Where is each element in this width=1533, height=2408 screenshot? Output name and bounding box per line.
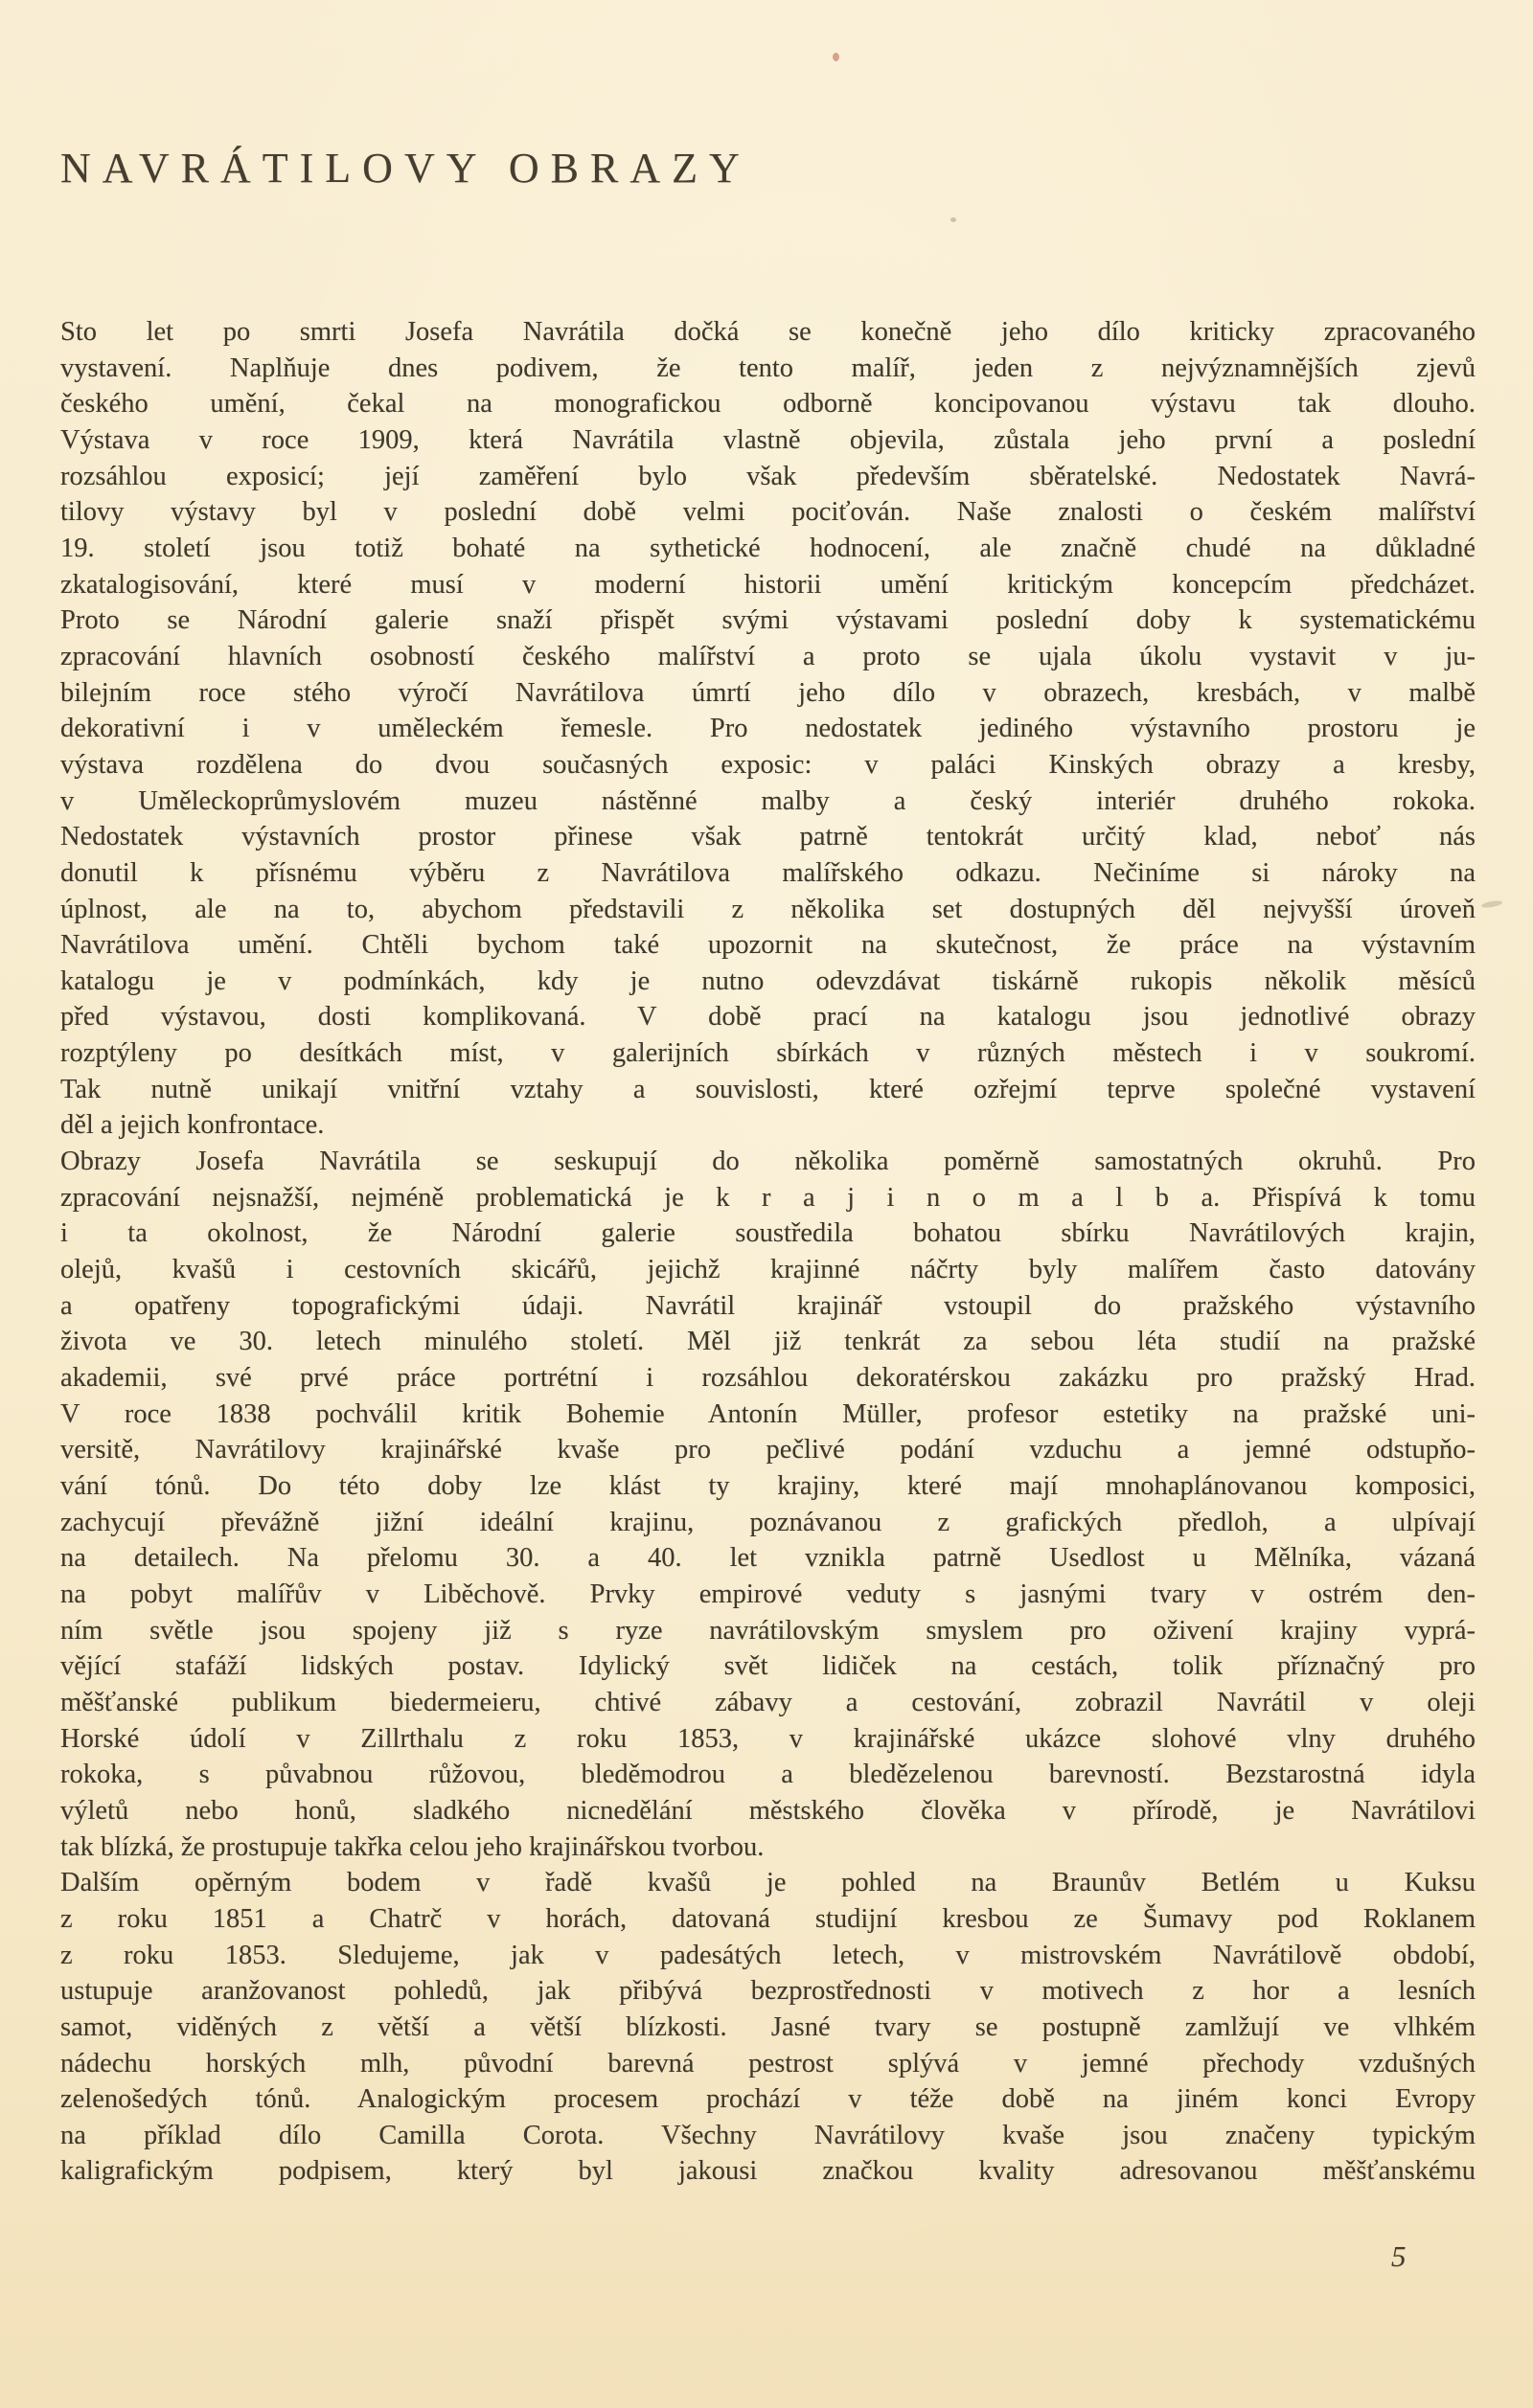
text-line: Proto se Národní galerie snaží přispět svými výstavami poslední doby k systematickému	[60, 605, 1476, 636]
body-text	[60, 314, 1476, 2190]
text-line: vějící stafáží lidských postav. Idylický svět lidiček na cestách, tolik příznačný pro	[60, 1651, 1476, 1682]
text-line: českého umění, čekal na monografickou odborně koncipovanou výstavu tak dlouho.	[60, 389, 1476, 420]
text-line: olejů, kvašů i cestovních skicářů, jejichž krajinné náčrty byly malířem často datovány	[60, 1255, 1476, 1285]
text-line: úplnost, ale na to, abychom představili z několika set dostupných děl nejvyšší úroveň	[60, 894, 1476, 924]
text-line: nádechu horských mlh, původní barevná pestrost splývá v jemné přechody vzdušných	[60, 2048, 1476, 2079]
text-line: zpracování nejsnažší, nejméně problematická je k r a j i n o m a l b a. Přispívá k tomu	[60, 1182, 1476, 1213]
text-line: katalogu je v podmínkách, kdy je nutno odevzdávat tiskárně rukopis několik měsíců	[60, 965, 1476, 996]
text-line: před výstavou, dosti komplikovaná. V době prací na katalogu jsou jednotlivé obrazy	[60, 1002, 1476, 1033]
text-line: bilejním roce stého výročí Navrátilova úmrtí jeho dílo v obrazech, kresbách, v malbě	[60, 677, 1476, 708]
text-line: zkatalogisování, které musí v moderní historii umění kritickým koncepcím předcházet.	[60, 569, 1476, 600]
text-line: Sto let po smrti Josefa Navrátila dočká se konečně jeho dílo kriticky zpracovaného	[60, 317, 1476, 347]
text-line: ním světle jsou spojeny již s ryze navrátilovským smyslem pro oživení krajiny vyprá-	[60, 1615, 1476, 1646]
text-line: rozsáhlou exposicí; její zaměření bylo však především sběratelské. Nedostatek Navrá-	[60, 461, 1476, 491]
text-line: na detailech. Na přelomu 30. a 40. let vznikla patrně Usedlost u Mělníka, vázaná	[60, 1543, 1476, 1574]
text-line: zelenošedých tónů. Analogickým procesem prochází v téže době na jiném konci Evropy	[60, 2084, 1476, 2115]
text-line: ustupuje aranžovanost pohledů, jak přibývá bezprostřednosti v motivech z hor a lesních	[60, 1976, 1476, 2007]
text-line: Horské údolí v Zillrthalu z roku 1853, v krajinářské ukázce slohové vlny druhého	[60, 1723, 1476, 1754]
text-line: versitě, Navrátilovy krajinářské kvaše pro pečlivé podání vzduchu a jemné odstupňo-	[60, 1435, 1476, 1465]
text-line: Obrazy Josefa Navrátila se seskupují do několika poměrně samostatných okruhů. Pro	[60, 1147, 1476, 1177]
text-line: i ta okolnost, že Národní galerie soustředila bohatou sbírku Navrátilových krajin,	[60, 1218, 1476, 1249]
paper-smudge	[1481, 899, 1503, 909]
text-line: z roku 1851 a Chatrč v horách, datovaná studijní kresbou ze Šumavy pod Roklanem	[60, 1903, 1476, 1934]
paper-dot	[950, 217, 956, 222]
text-line: 19. století jsou totiž bohaté na sythetické hodnocení, ale značně chudé na důkladné	[60, 533, 1476, 563]
text-line: zachycují převážně jižní ideální krajinu, poznávanou z grafických předloh, a ulpívají	[60, 1507, 1476, 1537]
text-line: Navrátilova umění. Chtěli bychom také upozornit na skutečnost, že práce na výstavním	[60, 930, 1476, 961]
text-line: V roce 1838 pochválil kritik Bohemie Antonín Müller, profesor estetiky na pražské uni-	[60, 1398, 1476, 1429]
text-line: kaligrafickým podpisem, který byl jakousi značkou kvality adresovanou měšťanskému	[60, 2156, 1476, 2187]
text-line: Dalším opěrným bodem v řadě kvašů je pohled na Braunův Betlém u Kuksu	[60, 1868, 1476, 1898]
text-line: vystavení. Naplňuje dnes podivem, že tento malíř, jeden z nejvýznamnějších zjevů	[60, 352, 1476, 383]
text-line: donutil k přísnému výběru z Navrátilova malířského odkazu. Nečiníme si nároky na	[60, 857, 1476, 888]
text-line: zpracování hlavních osobností českého malířství a proto se ujala úkolu vystavit v ju-	[60, 641, 1476, 671]
text-line: z roku 1853. Sledujeme, jak v padesátých letech, v mistrovském Navrátilově období,	[60, 1940, 1476, 1970]
text-line: na pobyt malířův v Liběchově. Prvky empirové veduty s jasnými tvary v ostrém den-	[60, 1579, 1476, 1609]
text-line: na příklad dílo Camilla Corota. Všechny Navrátilovy kvaše jsou značeny typickým	[60, 2120, 1476, 2150]
text-line: a opatřeny topografickými údaji. Navrátil krajinář vstoupil do pražského výstavního	[60, 1290, 1476, 1321]
paper-speck	[833, 53, 839, 61]
text-line: Nedostatek výstavních prostor přinese však patrně tentokrát určitý klad, neboť nás	[60, 822, 1476, 852]
text-line: akademii, své prvé práce portrétní i rozsáhlou dekoratérskou zakázku pro pražský Hrad.	[60, 1363, 1476, 1394]
text-line: života ve 30. letech minulého století. Měl již tenkrát za sebou léta studií na pražské	[60, 1327, 1476, 1357]
text-line: Výstava v roce 1909, která Navrátila vlastně objevila, zůstala jeho první a poslední	[60, 424, 1476, 455]
text-line: rozptýleny po desítkách míst, v galerijních sbírkách v různých městech i v soukromí.	[60, 1038, 1476, 1069]
text-line: rokoka, s půvabnou růžovou, bleděmodrou a bledězelenou barevností. Bezstarostná idyla	[60, 1760, 1476, 1790]
page-number: 5	[1391, 2239, 1407, 2273]
text-line: děl a jejich konfrontace.	[60, 1110, 325, 1141]
text-line: samot, viděných z větší a větší blízkosti. Jasné tvary se postupně zamlžují ve vlhkém	[60, 2011, 1476, 2042]
text-line: Tak nutně unikají vnitřní vztahy a souvislosti, které ozřejmí teprve společné vystavení	[60, 1074, 1476, 1104]
text-line: v Uměleckoprůmyslovém muzeu nástěnné malby a český interiér druhého rokoka.	[60, 785, 1476, 816]
text-line: měšťanské publikum biedermeieru, chtivé zábavy a cestování, zobrazil Navrátil v oleji	[60, 1687, 1476, 1717]
text-line: tilovy výstavy byl v poslední době velmi pociťován. Naše znalosti o českém malířství	[60, 497, 1476, 528]
text-line: dekorativní i v uměleckém řemesle. Pro nedostatek jediného výstavního prostoru je	[60, 714, 1476, 744]
text-line: výstava rozdělena do dvou současných exposic: v paláci Kinských obrazy a kresby,	[60, 749, 1476, 780]
text-line: vání tónů. Do této doby lze klást ty krajiny, které mají mnohaplánovanou komposici,	[60, 1471, 1476, 1501]
page-title: NAVRÁTILOVY OBRAZY	[60, 145, 751, 192]
text-line: výletů nebo honů, sladkého nicnedělání městského člověka v přírodě, je Navrátilovi	[60, 1795, 1476, 1826]
text-line: tak blízká, že prostupuje takřka celou jeho krajinářskou tvorbou.	[60, 1831, 765, 1862]
